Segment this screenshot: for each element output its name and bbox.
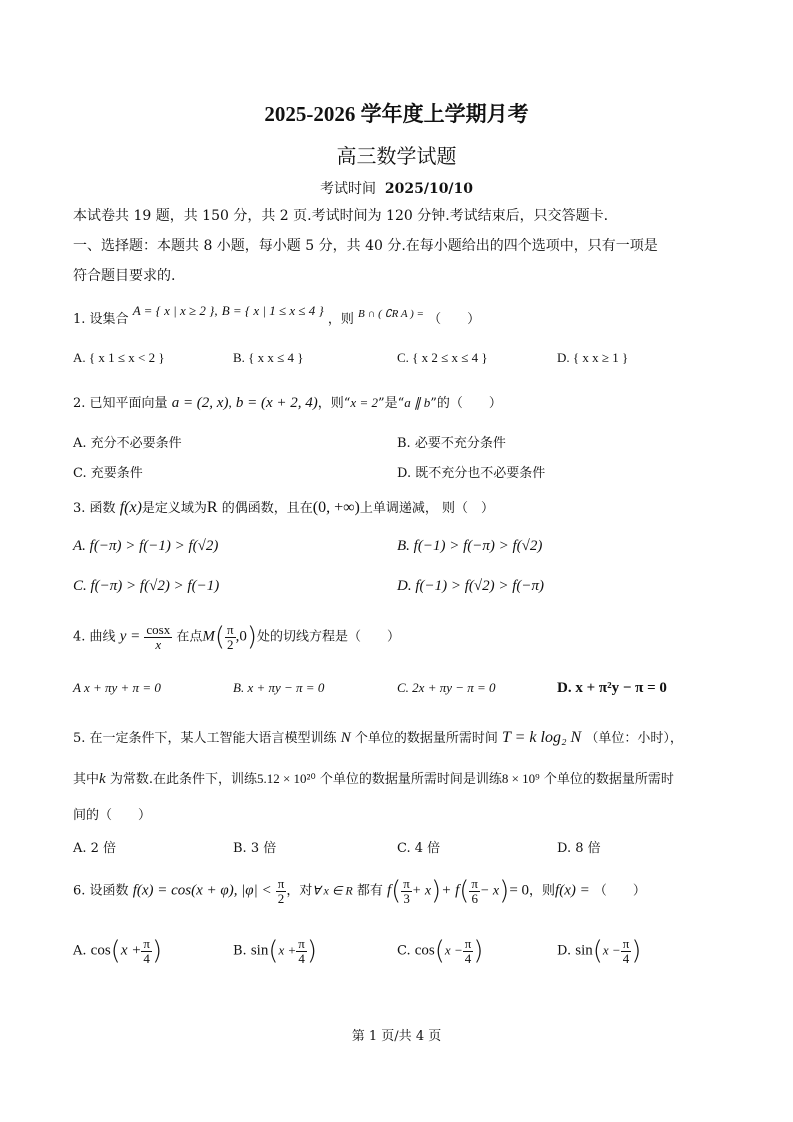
q5-number-1: 5.12 × 10²⁰	[256, 771, 316, 786]
intro-line: 本试卷共 19 题，共 150 分，共 2 页.考试时间为 120 分钟.考试结束后，只交答题卡.	[73, 208, 609, 224]
q6-option-a-num: π	[143, 935, 150, 951]
q5-line2-tail: 个单位的数据量所需时	[543, 772, 674, 787]
q6-option-c-num: π	[464, 935, 472, 951]
q6-option-c-label: C.	[397, 943, 411, 959]
q5-line2-mid2: 个单位的数据量所需时间是训练	[319, 772, 502, 787]
q2-option-a: A. 充分不必要条件	[73, 436, 182, 451]
q4-denominator: x	[155, 636, 162, 652]
q2-mid2: ”是“	[377, 396, 405, 411]
exam-time-label: 考试时间	[319, 181, 376, 197]
q4-option-c: C. 2x + πy − π = 0	[397, 680, 496, 695]
q6-then: ，则	[529, 883, 556, 899]
q6-c1-den: 3	[403, 890, 410, 906]
section-heading-line1: 一、选择题：本题共 8 小题，每小题 5 分，共 40 分.在每小题给出的四个选项中，只有一项是	[73, 238, 658, 254]
q1-set-b: B = { x | 1 ≤ x ≤ 4 }	[221, 303, 324, 318]
q6-bound-fraction	[276, 877, 287, 906]
q1-option-c: C. { x 2 ≤ x ≤ 4 }	[397, 350, 488, 365]
q6-option-a-fraction	[141, 937, 152, 966]
q3-option-c: C. f(−π) > f(√2) > f(−1)	[73, 578, 220, 594]
q3-option-d: D. f(−1) > f(√2) > f(−π)	[397, 578, 545, 594]
q6-option-b-label: B.	[233, 943, 247, 959]
q5-option-c: C. 4 倍	[397, 841, 441, 856]
q1-set-a: A = { x | x ≥ 2 }	[132, 303, 215, 318]
q6-c1-tail: + x	[411, 883, 432, 899]
q4-option-d: D. x + π²y − π = 0	[557, 680, 667, 696]
exam-time	[0, 178, 793, 198]
q4-mid: 在点	[176, 629, 203, 645]
q6-option-d-pre: x −	[602, 942, 621, 958]
q6-option-a-label: A.	[73, 943, 87, 959]
q4-point-num: π	[227, 621, 234, 637]
q5-option-b: B. 3 倍	[233, 841, 277, 856]
q5-unit: （单位：小时），	[585, 731, 683, 746]
q3-lead: 3. 函数	[73, 501, 116, 516]
q5-line2-lead: 其中	[73, 772, 100, 787]
q2-mid: ，则“	[317, 396, 351, 411]
q4-tail: 处的切线方程是（ ）	[257, 629, 401, 645]
exam-time-value: 2025/10/10	[384, 181, 474, 197]
q5-number-2: 8 × 10⁹	[501, 771, 540, 786]
q6-paren: （ ）	[593, 883, 646, 899]
q6-option-c-den: 4	[464, 950, 472, 966]
q5-k: k	[99, 771, 106, 787]
q4-y-eq: y =	[119, 628, 141, 645]
q6-function-def: f(x) = cos(x + φ), |φ| <	[132, 882, 272, 899]
q2-option-b: B. 必要不充分条件	[397, 436, 506, 451]
q4-numerator: cosx	[146, 621, 171, 637]
q6-option-b-fn: sin	[250, 942, 269, 959]
q2-condition: x = 2	[350, 395, 378, 410]
q6-bound-den: 2	[277, 890, 285, 906]
q3-fx: f(x)	[119, 499, 142, 516]
q3-tail: 上单调递减， 则（ ）	[359, 501, 494, 516]
q6-option-d: D. sin(x − $\frac{\pi}{4}$ )	[557, 935, 642, 966]
q1-paren: （ ）	[428, 312, 481, 327]
question-3	[73, 497, 494, 517]
exam-subtitle: 高三数学试题	[336, 144, 457, 168]
q6-cond2-fraction	[469, 877, 480, 906]
q5-formula: T = k log₂ N	[502, 729, 582, 746]
q6-fx: f(x) =	[555, 882, 590, 899]
q6-option-a: A. cos(x + $\frac{\pi}{4}$ )	[73, 935, 163, 966]
q5-line2-mid: 为常数.在此条件下，训练	[109, 772, 257, 787]
question-1: 1. 设集合 A = { x | x ≥ 2 }, B = { x | 1 ≤ x ≤ 4 } ，则 $^{B \cap ( ∁R A ) =}$ （ ）	[73, 303, 481, 327]
q5-n: N	[340, 730, 351, 746]
q6-forall: ∀ x ∈ R	[312, 883, 353, 898]
q6-option-a-fn: cos	[90, 942, 111, 959]
q6-option-c-pre: x −	[444, 942, 463, 958]
q2-vector-b: b = (x + 2, 4)	[235, 395, 318, 411]
q6-bound-num: π	[277, 875, 285, 891]
q3-option-a: A. f(−π) > f(−1) > f(√2)	[73, 538, 219, 554]
q3-option-b: B. f(−1) > f(−π) > f(√2)	[397, 538, 543, 554]
question-2: 2. 已知平面向量 a = (2, x), b = (x + 2, 4)，则“x = 2”是“a ∥ b”的（ ）	[73, 395, 502, 411]
q6-option-d-fraction	[621, 937, 632, 966]
q6-c2-tail: − x	[479, 883, 500, 899]
q5-option-a: A. 2 倍	[73, 841, 117, 856]
q4-option-a: A x + πy + π = 0	[73, 680, 161, 695]
q6-option-d-label: D.	[557, 943, 572, 959]
page-footer: 第 1 页/共 4 页	[351, 1029, 442, 1044]
q6-option-c-fn: cos	[414, 942, 435, 959]
q2-option-c: C. 充要条件	[73, 466, 143, 481]
q1-then: ，则	[327, 312, 354, 327]
section-heading-line2: 符合题目要求的.	[73, 268, 176, 284]
q3-interval: (0, +∞)	[312, 499, 360, 516]
q4-point-fraction	[225, 623, 236, 652]
q4-point-den: 2	[227, 636, 234, 652]
q6-option-b: B. sin(x + $\frac{\pi}{4}$ )	[233, 935, 318, 966]
q4-point: M	[202, 628, 215, 645]
question-5-line2	[73, 768, 674, 788]
q1-expr: B ∩ ( ∁R A ) =	[358, 308, 424, 320]
question-6: 6. 设函数 f(x) = cos(x + φ), |φ| < $\frac{\pi}{2}$ ，对∀ x ∈ R 都有 f( $\frac{\pi}{3}$ + x)+ f( $\frac{\pi}{6}$ − x)= 0，则f(x) = （ ）	[73, 875, 646, 906]
q2-lead: 2. 已知平面向量	[73, 396, 168, 411]
q2-tail: ”的（ ）	[430, 396, 502, 411]
q6-option-b-den: 4	[298, 950, 305, 966]
q6-option-d-den: 4	[622, 950, 630, 966]
q1-option-b: B. { x x ≤ 4 }	[233, 350, 304, 365]
q5-option-d: D. 8 倍	[557, 841, 601, 856]
q4-fraction	[144, 623, 172, 652]
exam-title: 2025-2026 学年度上学期月考	[264, 102, 529, 126]
q6-option-d-num: π	[622, 935, 630, 951]
q6-f2: + f	[441, 882, 460, 899]
q2-vector-a: a = (2, x)	[171, 395, 229, 411]
q1-option-a: A. { x 1 ≤ x < 2 }	[73, 350, 165, 365]
q6-option-b-fraction	[296, 937, 307, 966]
q6-lead: 6. 设函数	[73, 883, 129, 899]
question-4: 4. 曲线 y = $\frac{\cos x}{x}$ 在点M( $\frac{\pi}{2}$ ,0)处的切线方程是（ ）	[73, 621, 401, 652]
q3-mid: 是定义域为	[141, 501, 207, 516]
q6-option-c-fraction	[463, 937, 474, 966]
q5-mid: 个单位的数据量所需时间	[354, 731, 498, 746]
q6-option-b-num: π	[298, 935, 305, 951]
q6-option-b-pre: x +	[278, 942, 297, 958]
q1-option-d: D. { x x ≥ 1 }	[557, 350, 629, 365]
q2-option-d: D. 既不充分也不必要条件	[397, 466, 546, 481]
q6-option-c: C. cos(x − $\frac{\pi}{4}$ )	[397, 935, 484, 966]
q6-option-d-fn: sin	[575, 942, 593, 959]
q3-mid2: 的偶函数，且在	[221, 501, 313, 516]
q6-c2-num: π	[471, 875, 478, 891]
q5-lead: 5. 在一定条件下，某人工智能大语言模型训练	[73, 731, 337, 746]
question-5-line3: 间的（ ）	[73, 808, 152, 823]
q1-lead: 1. 设集合	[73, 312, 129, 327]
q4-lead: 4. 曲线	[73, 629, 116, 645]
question-5-line1	[73, 727, 683, 747]
q6-c1-num: π	[403, 875, 410, 891]
q6-mid: ，对	[286, 883, 313, 899]
q6-mid2: 都有	[356, 883, 383, 899]
q6-c2-den: 6	[471, 890, 478, 906]
q6-option-a-den: 4	[143, 950, 150, 966]
q2-relation: a ∥ b	[404, 395, 431, 410]
q3-reals: R	[206, 499, 218, 516]
q4-point-zero: ,0	[235, 628, 247, 645]
q6-cond1-fraction	[401, 877, 412, 906]
q6-eq-zero: = 0	[509, 882, 530, 899]
q6-option-a-pre: x +	[120, 942, 142, 959]
q6-f1: f	[386, 882, 392, 899]
q4-option-b: B. x + πy − π = 0	[233, 680, 325, 695]
